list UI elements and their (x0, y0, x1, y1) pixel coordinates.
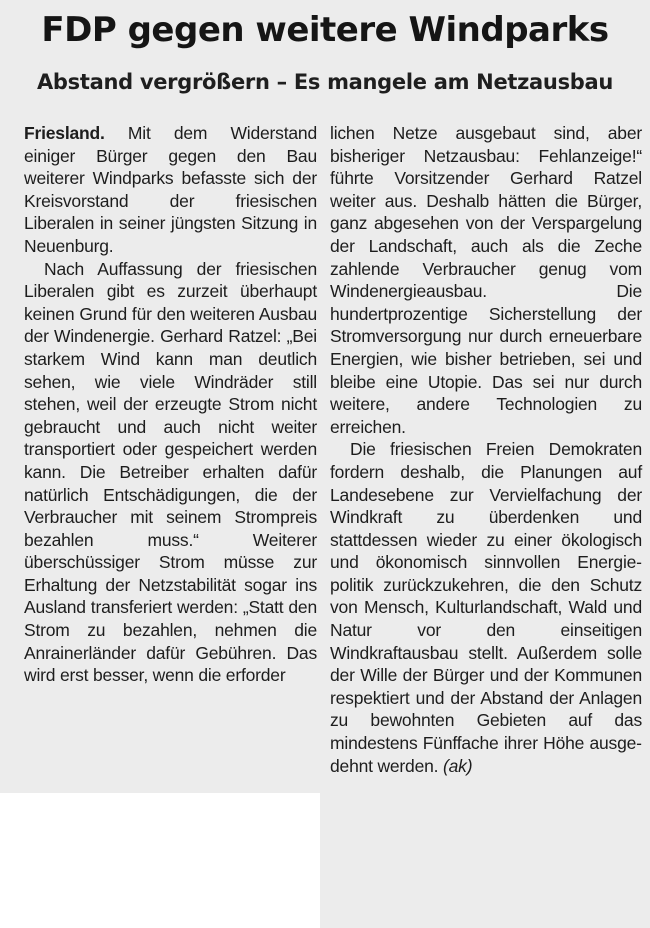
article-column-right (330, 122, 642, 777)
paragraph-continuation: lichen Netze ausgebaut sind, aber bisheriger Netzausbau: Fehlanzeige!“ führte Vorsitzender Gerhard Ratzel weiter aus. Deshalb hätten die Bürger, ganz abgesehen von der Verspargelung der Landschaft, auch als die Zeche zahlende Verbraucher genug vom Windenergieausbau. Die hundertprozentige Sicherstellung der Stromversorgung nur durch erneuerbare Energien, wie bisher betrieben, sei und bleibe eine Utopie. Das sei nur durch weitere, andere Technologien zu erreichen. (330, 123, 642, 437)
lead-location: Friesland. (24, 123, 105, 143)
paragraph-demands (330, 438, 642, 777)
demands-text: Die friesischen Freien Demokraten fordern deshalb, die Planungen auf Landesebene zur Vervielfachung der Windkraft zu überdenken und stattdessen wieder zu einer ökologisch und ökonomisch sinnvollen Energiepolitik zurückzukehren, die den Schutz von Mensch, Kulturlandschaft, Wald und Natur vor den einseitigen Windkraftausbau stellt. Außerdem solle der Wille der Bürger und der Kommunen respektiert und der Abstand der Anlagen zu bewohnten Gebieten auf das mindestens Fünffache ihrer Höhe ausgedehnt werden. (330, 439, 642, 776)
paragraph-lead (24, 122, 317, 258)
article-subheadline: Abstand vergrößern – Es mangele am Netzausbau (36, 70, 614, 94)
author-tag: (ak) (442, 755, 473, 776)
lead-text: Mit dem Widerstand einiger Bürger gegen den Bau weiterer Windparks befasste sich der Kreisvorstand der friesischen Liberalen in seiner jüngsten Sitzung in Neuenburg. (24, 123, 317, 256)
article-headline: FDP gegen weitere Windparks (41, 10, 609, 50)
article-column-left (24, 122, 317, 687)
newspaper-clipping-lower (320, 793, 650, 928)
paragraph-ratzel-quote: Nach Auffassung der friesischen Liberalen gibt es zurzeit überhaupt keinen Grund für den weiteren Ausbau der Windenergie. Gerhard Ratzel: „Bei starkem Wind kann man deutlich sehen, wie viele Windräder still stehen, weil der erzeugte Strom nicht gebraucht und auch nicht weiter transportiert oder gespeichert werden kann. Die Betreiber erhalten dafür natürlich Entschädigungen, die der Verbraucher mit seinem Strompreis bezahlen muss.“ Weiterer überschüssiger Strom müsse zur Erhaltung der Netzstabilität sogar ins Ausland transferiert werden: „Statt den Strom zu bezahlen, nehmen die Anrainerländer dafür Gebühren. Das wird erst besser, wenn die erforder (24, 258, 317, 686)
